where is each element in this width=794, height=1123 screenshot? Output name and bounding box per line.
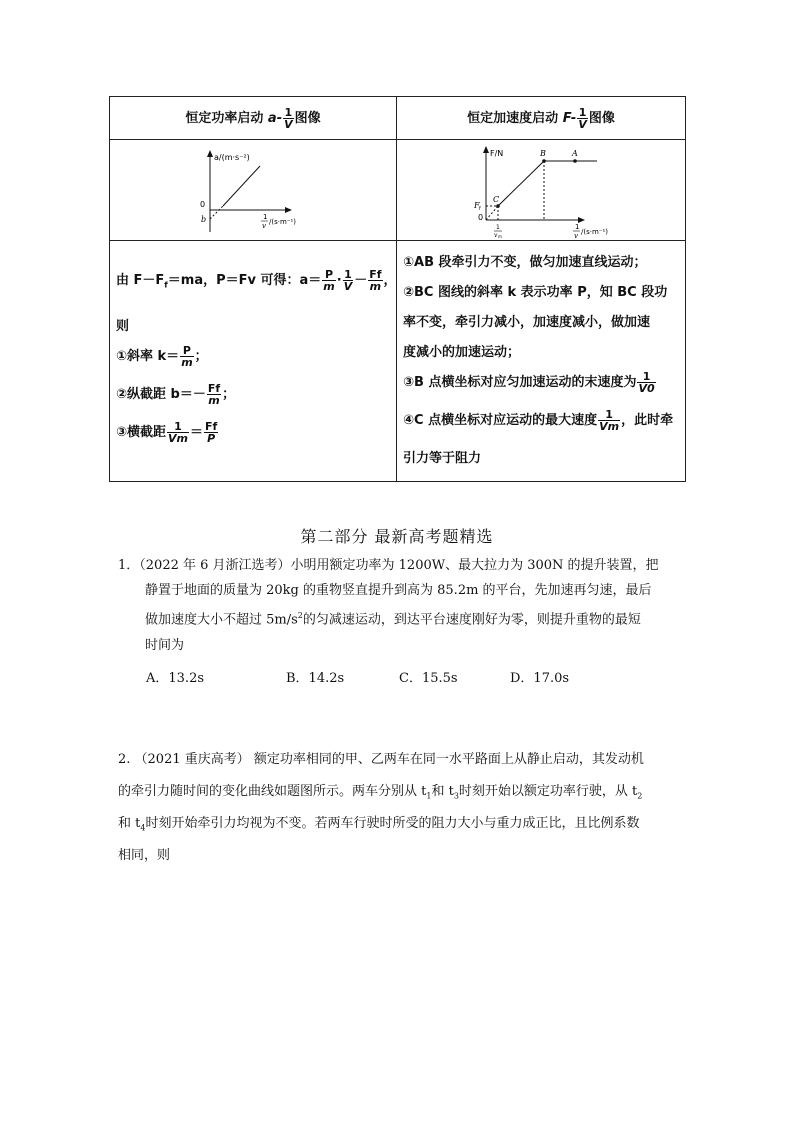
left-description [110, 241, 397, 482]
right-graph-cell [397, 140, 686, 241]
svg-text:m: m [498, 234, 502, 239]
right-description: ①AB 段牵引力不变，做匀加速直线运动； ②BC 图线的斜率 k 表示功率 P，知 BC 段功 率不变，牵引力减小，加速度减小，做加速 度减小的加速运动； ③B 点横坐标对应匀加速运动的末速度为 $\frac{1}{V0}$ ④C 点横坐标对应运动的最大速度 $\frac{1}{Vm}$ ，此时牵 引力等于阻力 [397, 241, 686, 482]
option-b[interactable]: B．14.2s [286, 671, 345, 686]
option-c[interactable]: C．15.5s [399, 671, 458, 686]
option-a[interactable]: A．13.2s [146, 671, 205, 686]
x-axis-label: /(s·m⁻¹) [581, 228, 609, 236]
svg-text:v: v [574, 232, 578, 240]
comparison-table [109, 96, 686, 482]
option-d[interactable]: D．17.0s [510, 671, 570, 686]
svg-text:1: 1 [575, 223, 580, 231]
svg-text:v: v [262, 222, 266, 230]
point-b-label: B [540, 149, 546, 158]
F-vs-inverse-v-graph [397, 140, 686, 240]
y-axis-label: a/(m·s⁻²) [214, 153, 250, 162]
left-graph-cell [110, 140, 397, 241]
friction-label: F [474, 201, 480, 210]
svg-text:v: v [494, 232, 498, 239]
svg-text:f: f [479, 206, 481, 212]
point-c-label: C [493, 195, 500, 204]
y-axis-label: F/N [490, 149, 504, 158]
intercept-label: b [201, 215, 207, 224]
right-header: 恒定加速度启动 F- $\frac{1}{V}$ 图像 [397, 97, 686, 140]
point-a-label: A [572, 149, 578, 158]
slope-line: ①斜率 k＝ $\frac{P}{m}$ ； [116, 344, 208, 369]
origin-label: 0 [200, 200, 206, 209]
a-vs-inverse-v-graph [110, 140, 397, 240]
x-intercept-line: ③横截距 $\frac{1}{Vm}$ ＝ $\frac{Ff}{P}$ [116, 420, 218, 445]
section-title: 第二部分 最新高考题精选 [300, 527, 494, 546]
left-header: 恒定功率启动 a- $\frac{1}{V}$ 图像 [110, 97, 397, 140]
svg-text:1: 1 [263, 213, 268, 221]
origin-label: 0 [478, 213, 484, 222]
y-intercept-line: ②纵截距 b＝－ $\frac{Ff}{m}$ ； [116, 382, 236, 407]
document-page: 恒定功率启动 a- $\frac{1}{V}$ 图像 恒定加速度启动 F- $\frac{1}{V}$ 图像 a/(m·s⁻²) 0 b 1 v /(s·m⁻¹) F/N B A C F f 0 1 v m 1 v /(s·m⁻¹) 由 $F-F_f=ma$，P＝Fv 可得：a＝ $\frac{P}{m}$ · $\frac{1}{V}$ － $\frac{Ff}{m}$ ， 则 ①斜率 k＝ $\frac{P}{m}$ ； ②纵截距 b＝－ $\frac{Ff}{m}$ ； ③横截距 $\frac{1}{Vm}$ ＝ $\frac{Ff}{P}$ ①AB 段牵引力不变，做匀加速直线运动； ②BC 图线的斜率 k 表示功率 P，知 BC 段功 率不变，牵引力减小，加速度减小，做加速 度减小的加速运动； ③B 点横坐标对应匀加速运动的末速度为 $\frac{1}{V0}$ ④C 点横坐标对应运动的最大速度 $\frac{1}{Vm}$ ，此时牵 引力等于阻力 第二部分 最新高考题精选 1．（2022 年 6 月浙江选考）小明用额定功率为 1200W、最大拉力为 300N 的提升装置，把 静置于地面的质量为 20kg 的重物竖直提升到高为 85.2m 的平台，先加速再匀速，最后 做加速度大小不超过 $5m/s^2$的匀减速运动，到达平台速度刚好为零，则提升重物的最短 时间为 A．13.2s B．14.2s C．15.5s D．17.0s 2. （2021 重庆高考） 额定功率相同的甲、乙两车在同一水平路面上从静止启动，其发动机 的牵引力随时间的变化曲线如题图所示。两车分别从 $t_1$和 $t_3$时刻开始以额定功率行驶，从 $t_2$ 和 $t_4$时刻开始牵引力均视为不变。若两车行驶时所受的阻力大小与重力成正比，且比例系数 相同，则 [0, 0, 794, 1123]
x-axis-label: /(s·m⁻¹) [269, 218, 297, 226]
then-line: 则 [116, 319, 130, 334]
formula-line: 由 $F-F_f=ma$，P＝Fv 可得：a＝ $\frac{P}{m}$ · $\frac{1}{V}$ － $\frac{Ff}{m}$ ， [116, 268, 397, 293]
svg-text:1: 1 [496, 224, 500, 231]
